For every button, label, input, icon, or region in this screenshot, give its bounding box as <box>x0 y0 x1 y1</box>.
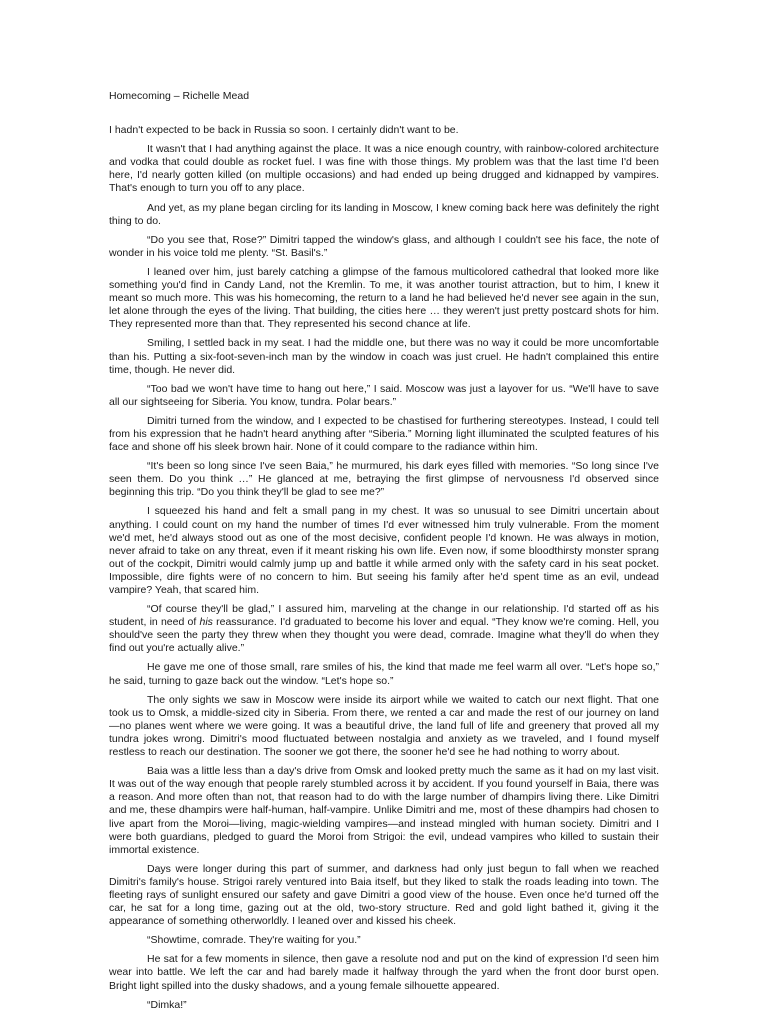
paragraph: I hadn't expected to be back in Russia so soon. I certainly didn't want to be. <box>109 124 459 137</box>
paragraph: “Showtime, comrade. They're waiting for you.” <box>147 934 361 947</box>
paragraph: He gave me one of those small, rare smiles of his, the kind that made me feel warm all over. “Let's hope so,” he said, turning to gaze back out the window. “Let's hope so.” <box>109 661 659 687</box>
paragraph: Dimitri turned from the window, and I expected to be chastised for furthering stereotypes. Instead, I could tell from his expression that he hadn't heard anything after “Siberia.” Morning light illuminated the sculpted features of his face and shone off his sleek brown hair. None of it could compare to the radiance within him. <box>109 414 659 454</box>
document-title: Homecoming – Richelle Mead <box>109 90 250 102</box>
paragraph: It wasn't that I had anything against the place. It was a nice enough country, with rainbow-colored architecture and vodka that could double as rocket fuel. I was fine with those things. My problem was that the last time I'd been here, I'd nearly gotten killed (on multiple occasions) and had ended up being drugged and kidnapped by vampires. That's enough to turn you off to any place. <box>109 143 659 195</box>
paragraph: Days were longer during this part of summer, and darkness had only just begun to fall when we reached Dimitri's family's house. Strigoi rarely ventured into Baia itself, but they liked to stalk the roads leading into town. The fleeting rays of sunlight ensured our safety and gave Dimitri a good view of the house. Even once he'd turned off the car, he sat for a long time, gazing out at the old, two-story structure. Red and gold light bathed it, giving it the appearance of something otherworldly. I leaned over and kissed his cheek. <box>109 862 659 928</box>
paragraph: He sat for a few moments in silence, then gave a resolute nod and put on the kind of expression I'd seen him wear into battle. We left the car and had barely made it halfway through the yard when the front door burst open. Bright light spilled into the dusky shadows, and a young female silhouette appeared. <box>109 953 659 992</box>
paragraph-text: “Of course they'll be glad,” I assured him, marveling at the change in our relationship. I'd started off as his student, in need of <box>109 603 659 629</box>
paragraph-text: reassurance. I'd graduated to become his lover and equal. “They know we're coming. Hell, you should've seen the party they threw when they thought you were dead, comrade. Imagine what they'll do when they find out you're actually alive.” <box>109 616 659 655</box>
paragraph-with-emphasis <box>109 603 659 655</box>
paragraph: And yet, as my plane began circling for its landing in Moscow, I knew coming back here was definitely the right thing to do. <box>109 201 659 227</box>
paragraph: “Too bad we won't have time to hang out here,” I said. Moscow was just a layover for us. “We'll have to save all our sightseeing for Siberia. You know, tundra. Polar bears.” <box>109 382 659 408</box>
paragraph: Baia was a little less than a day's drive from Omsk and looked pretty much the same as it had on my last visit. It was out of the way enough that people rarely stumbled across it by accident. If you found yourself in Baia, there was a reason. And more often than not, that reason had to do with the large number of dhampirs living there. Like Dimitri and me, these dhampirs were half-human, half-vampire. Unlike Dimitri and me, most of these dhampirs had chosen to live apart from the Moroi—living, magic-wielding vampires—and instead mingled with human society. Dimitri and I were both guardians, pledged to guard the Moroi from Strigoi: the evil, undead vampires who killed to sustain their immortal existence. <box>109 765 659 856</box>
paragraph: The only sights we saw in Moscow were inside its airport while we waited to catch our next flight. That one took us to Omsk, a middle-sized city in Siberia. From there, we rented a car and made the rest of our journey on land—no planes went where we were going. It was a beautiful drive, the land full of life and greenery that proved all my tundra jokes wrong. Dimitri's mood fluctuated between nostalgia and anxiety as we traveled, and I found myself restless to reach our destination. The sooner we got there, the sooner he'd see he had nothing to worry about. <box>109 693 659 759</box>
paragraph: Smiling, I settled back in my seat. I had the middle one, but there was no way it could be more uncomfortable than his. Putting a six-foot-seven-inch man by the window in coach was just cruel. He hadn't complained this entire time, though. He never did. <box>109 337 659 376</box>
paragraph: “It's been so long since I've seen Baia,” he murmured, his dark eyes filled with memories. “So long since I've seen them. Do you think …” He glanced at me, betraying the first glimpse of nervousness I'd observed since beginning this trip. “Do you think they'll be glad to see me?” <box>109 460 659 499</box>
paragraph: “Dimka!” <box>147 998 187 1011</box>
paragraph: I leaned over him, just barely catching a glimpse of the famous multicolored cathedral that looked more like something you'd find in Candy Land, not the Kremlin. To me, it was another tourist attraction, but to him, I knew it meant so much more. This was his homecoming, the return to a land he had believed he'd never see again in the sun, let alone through the eyes of the living. That building, the cities here … they weren't just pretty postcard shots for him. They represented more than that. They represented his second chance at life. <box>109 265 659 331</box>
paragraph: “Do you see that, Rose?” Dimitri tapped the window's glass, and although I couldn't see his face, the note of wonder in his voice told me plenty. “St. Basil's.” <box>109 233 659 259</box>
emphasized-word: his <box>199 616 213 629</box>
document-page <box>109 90 659 1018</box>
paragraph: I squeezed his hand and felt a small pang in my chest. It was so unusual to see Dimitri uncertain about anything. I could count on my hand the number of times I'd ever witnessed him truly vulnerable. From the moment we'd met, he'd always stood out as one of the most decisive, confident people I'd known. He was always in motion, never afraid to take on any threat, even if it meant risking his own life. Even now, if some bloodthirsty monster sprang out of the cockpit, Dimitri would calmly jump up and battle it while armed only with the safety card in his seat pocket. Impossible, dire fights were of no concern to him. But seeing his family after he'd spent time as an evil, undead vampire? Yeah, that scared him. <box>109 505 659 596</box>
